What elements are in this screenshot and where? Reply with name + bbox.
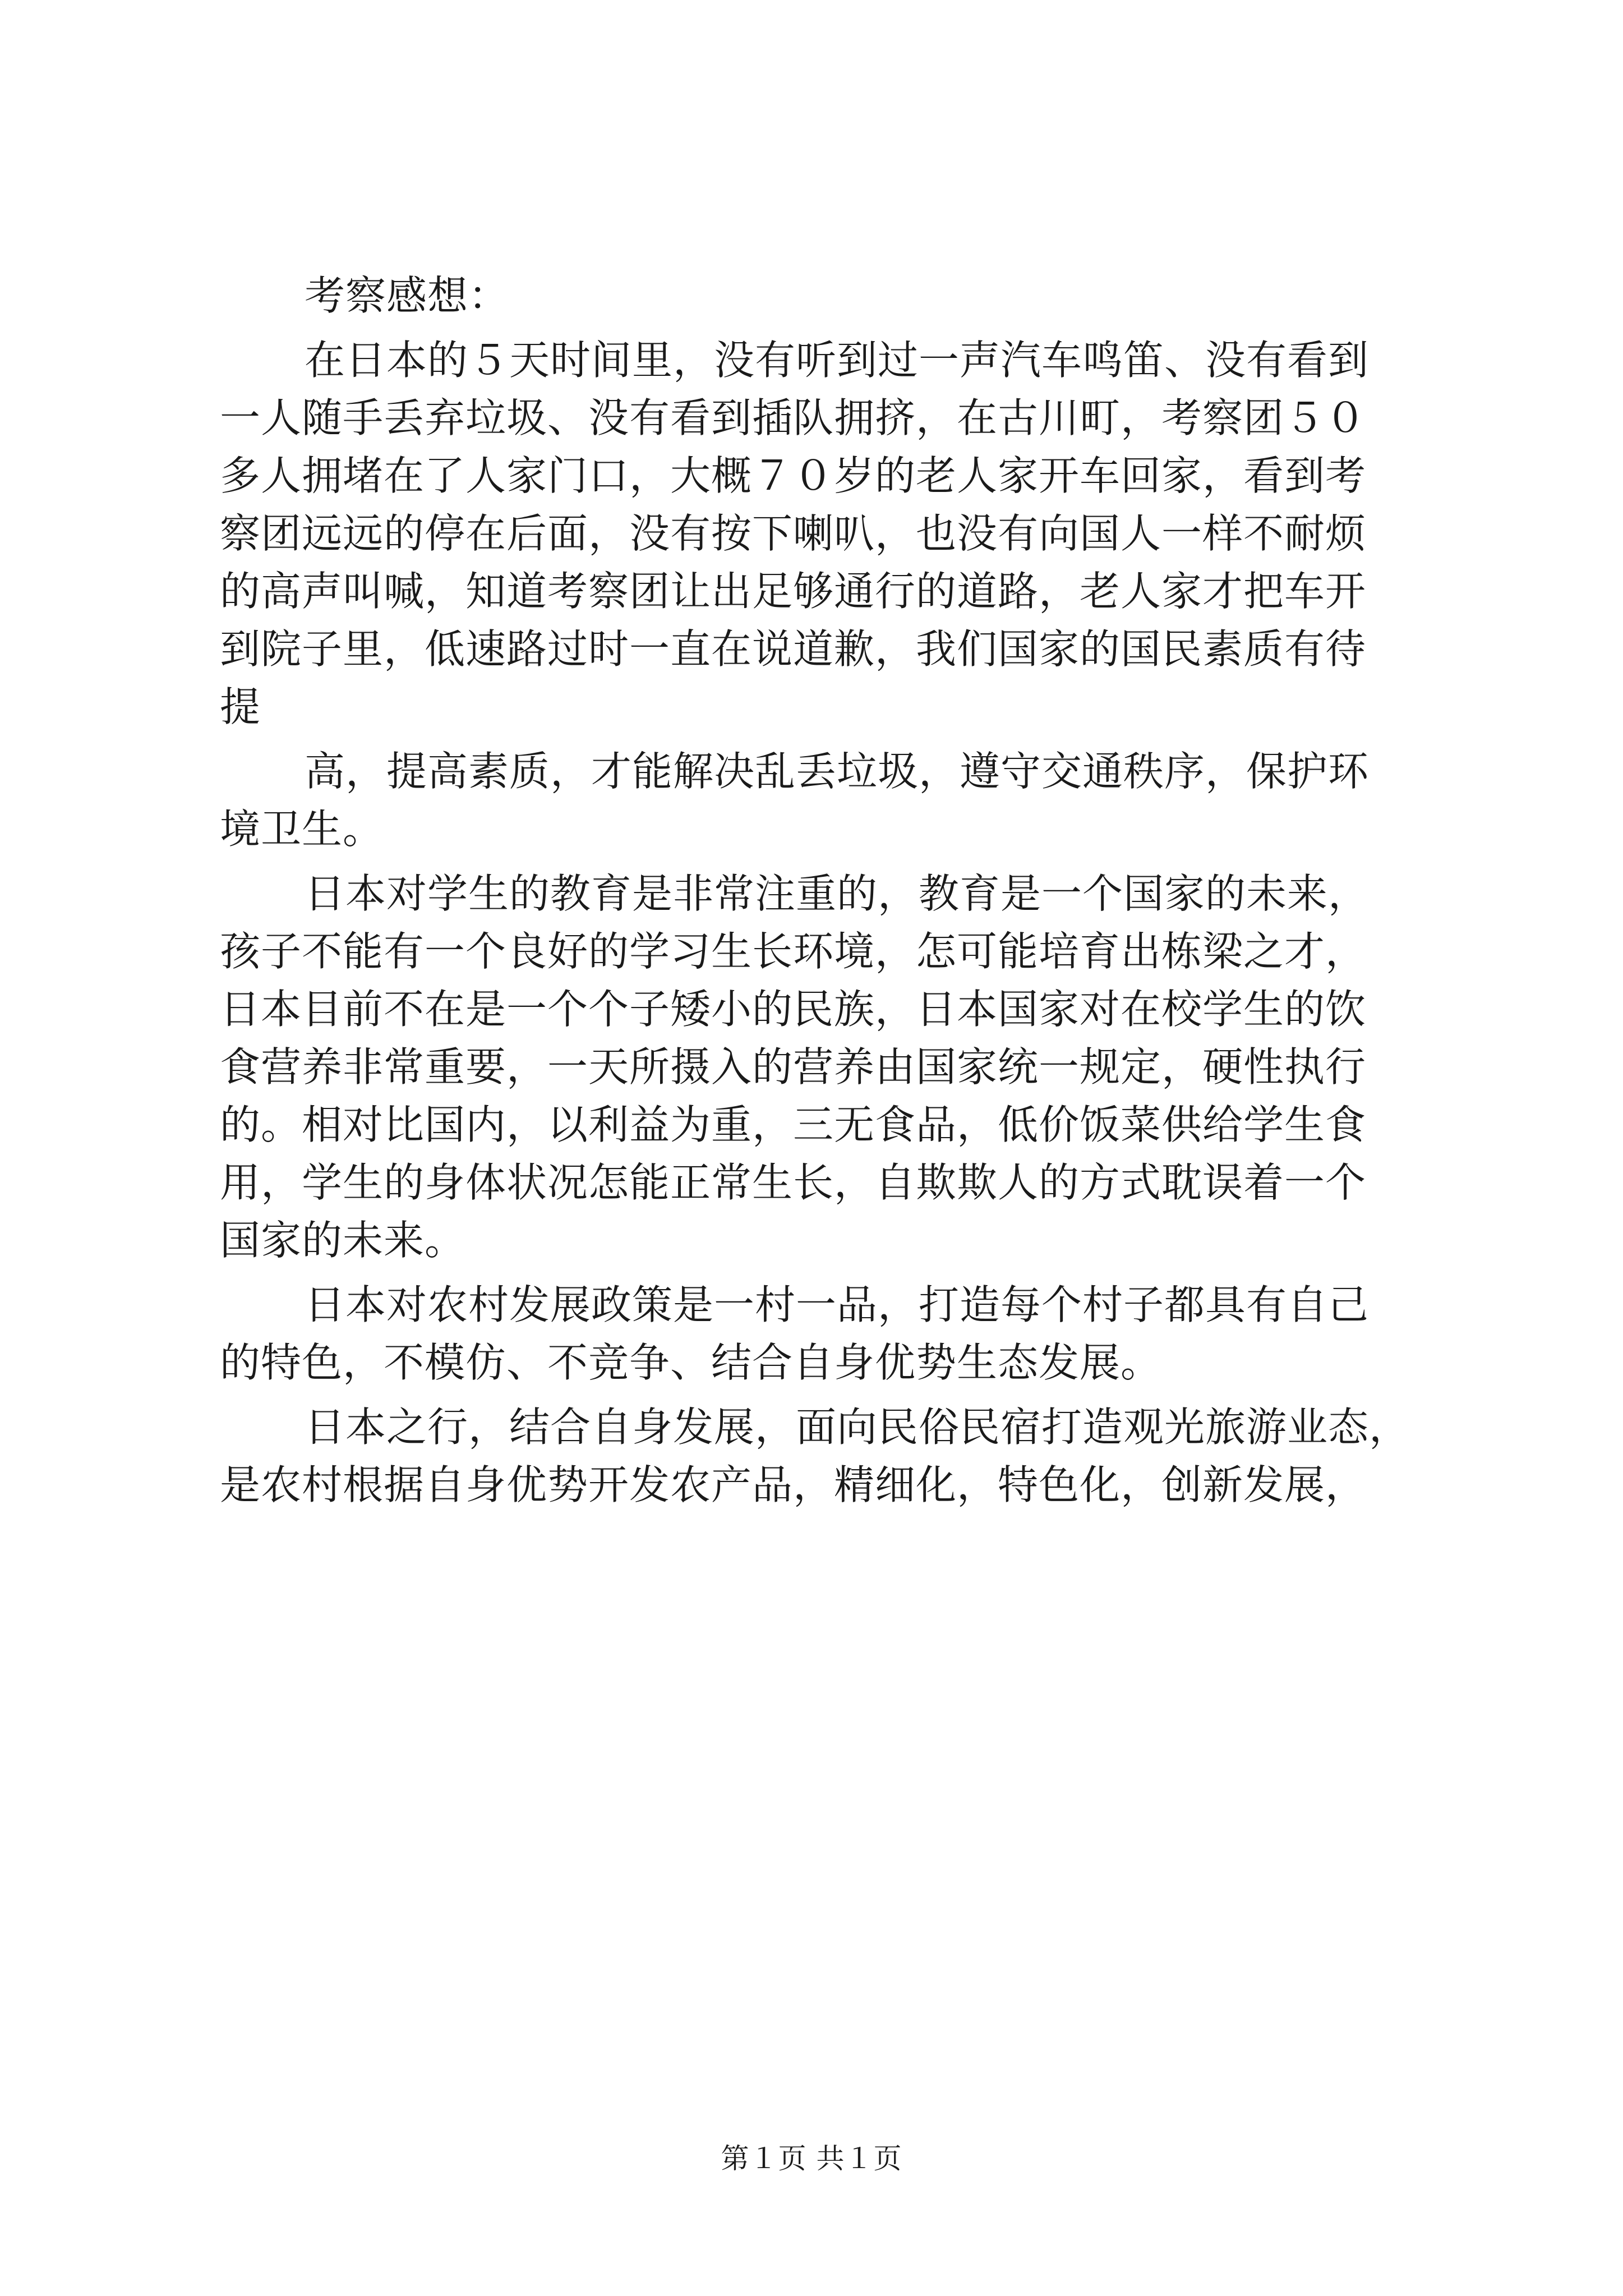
paragraph-gap (220, 1269, 1420, 1276)
paragraph-line: 多人拥堵在了人家门口，大概７０岁的老人家开车回家，看到考 (220, 452, 1367, 499)
paragraph-line: 境卫生。 (220, 806, 384, 853)
section-heading: 考察感想： (305, 272, 510, 319)
paragraph-line: 日本之行，结合自身发展，面向民俗民宿打造观光旅游业态， (305, 1404, 1410, 1451)
paragraph-line: 日本对学生的教育是非常注重的，教育是一个国家的未来， (305, 870, 1370, 917)
paragraph-line: 用，学生的身体状况怎能正常生长，自欺欺人的方式耽误着一个 (220, 1159, 1367, 1206)
paragraph-line: 日本目前不在是一个个子矮小的民族，日本国家对在校学生的饮 (220, 986, 1367, 1033)
paragraph-line: 的高声叫喊，知道考察团让出足够通行的道路，老人家才把车开 (220, 568, 1367, 615)
document-body (220, 267, 1420, 1514)
paragraph-line: 到院子里，低速路过时一直在说道歉，我们国家的国民素质有待 (220, 625, 1367, 673)
paragraph-line: 提 (220, 683, 261, 730)
paragraph-gap (220, 325, 1420, 332)
paragraph-line: 的。相对比国内，以利益为重，三无食品，低价饭菜供给学生食 (220, 1101, 1367, 1148)
paragraph-line: 察团远远的停在后面，没有按下喇叭，也没有向国人一样不耐烦 (220, 510, 1367, 557)
paragraph-gap (220, 858, 1420, 865)
paragraph-gap (220, 1392, 1420, 1398)
paragraph-line: 食营养非常重要，一天所摄入的营养由国家统一规定，硬性执行 (220, 1043, 1367, 1091)
paragraph-line: 高，提高素质，才能解决乱丢垃圾，遵守交通秩序，保护环 (305, 748, 1370, 795)
paragraph-line: 一人随手丢弃垃圾、没有看到插队拥挤，在古川町，考察团５０ (220, 394, 1367, 441)
paragraph-gap (220, 736, 1420, 743)
page-footer: 第１页 共１页 (721, 2142, 902, 2175)
paragraph-line: 日本对农村发展政策是一村一品，打造每个村子都具有自己 (305, 1281, 1370, 1328)
paragraph-line: 是农村根据自身优势开发农产品，精细化，特色化，创新发展， (220, 1461, 1367, 1508)
paragraph-line: 孩子不能有一个良好的学习生长环境，怎可能培育出栋梁之才， (220, 928, 1367, 975)
paragraph-line: 在日本的５天时间里，没有听到过一声汽车鸣笛、没有看到 (305, 337, 1370, 384)
paragraph-line: 国家的未来。 (220, 1217, 466, 1264)
paragraph-line: 的特色，不模仿、不竞争、结合自身优势生态发展。 (220, 1339, 1162, 1386)
